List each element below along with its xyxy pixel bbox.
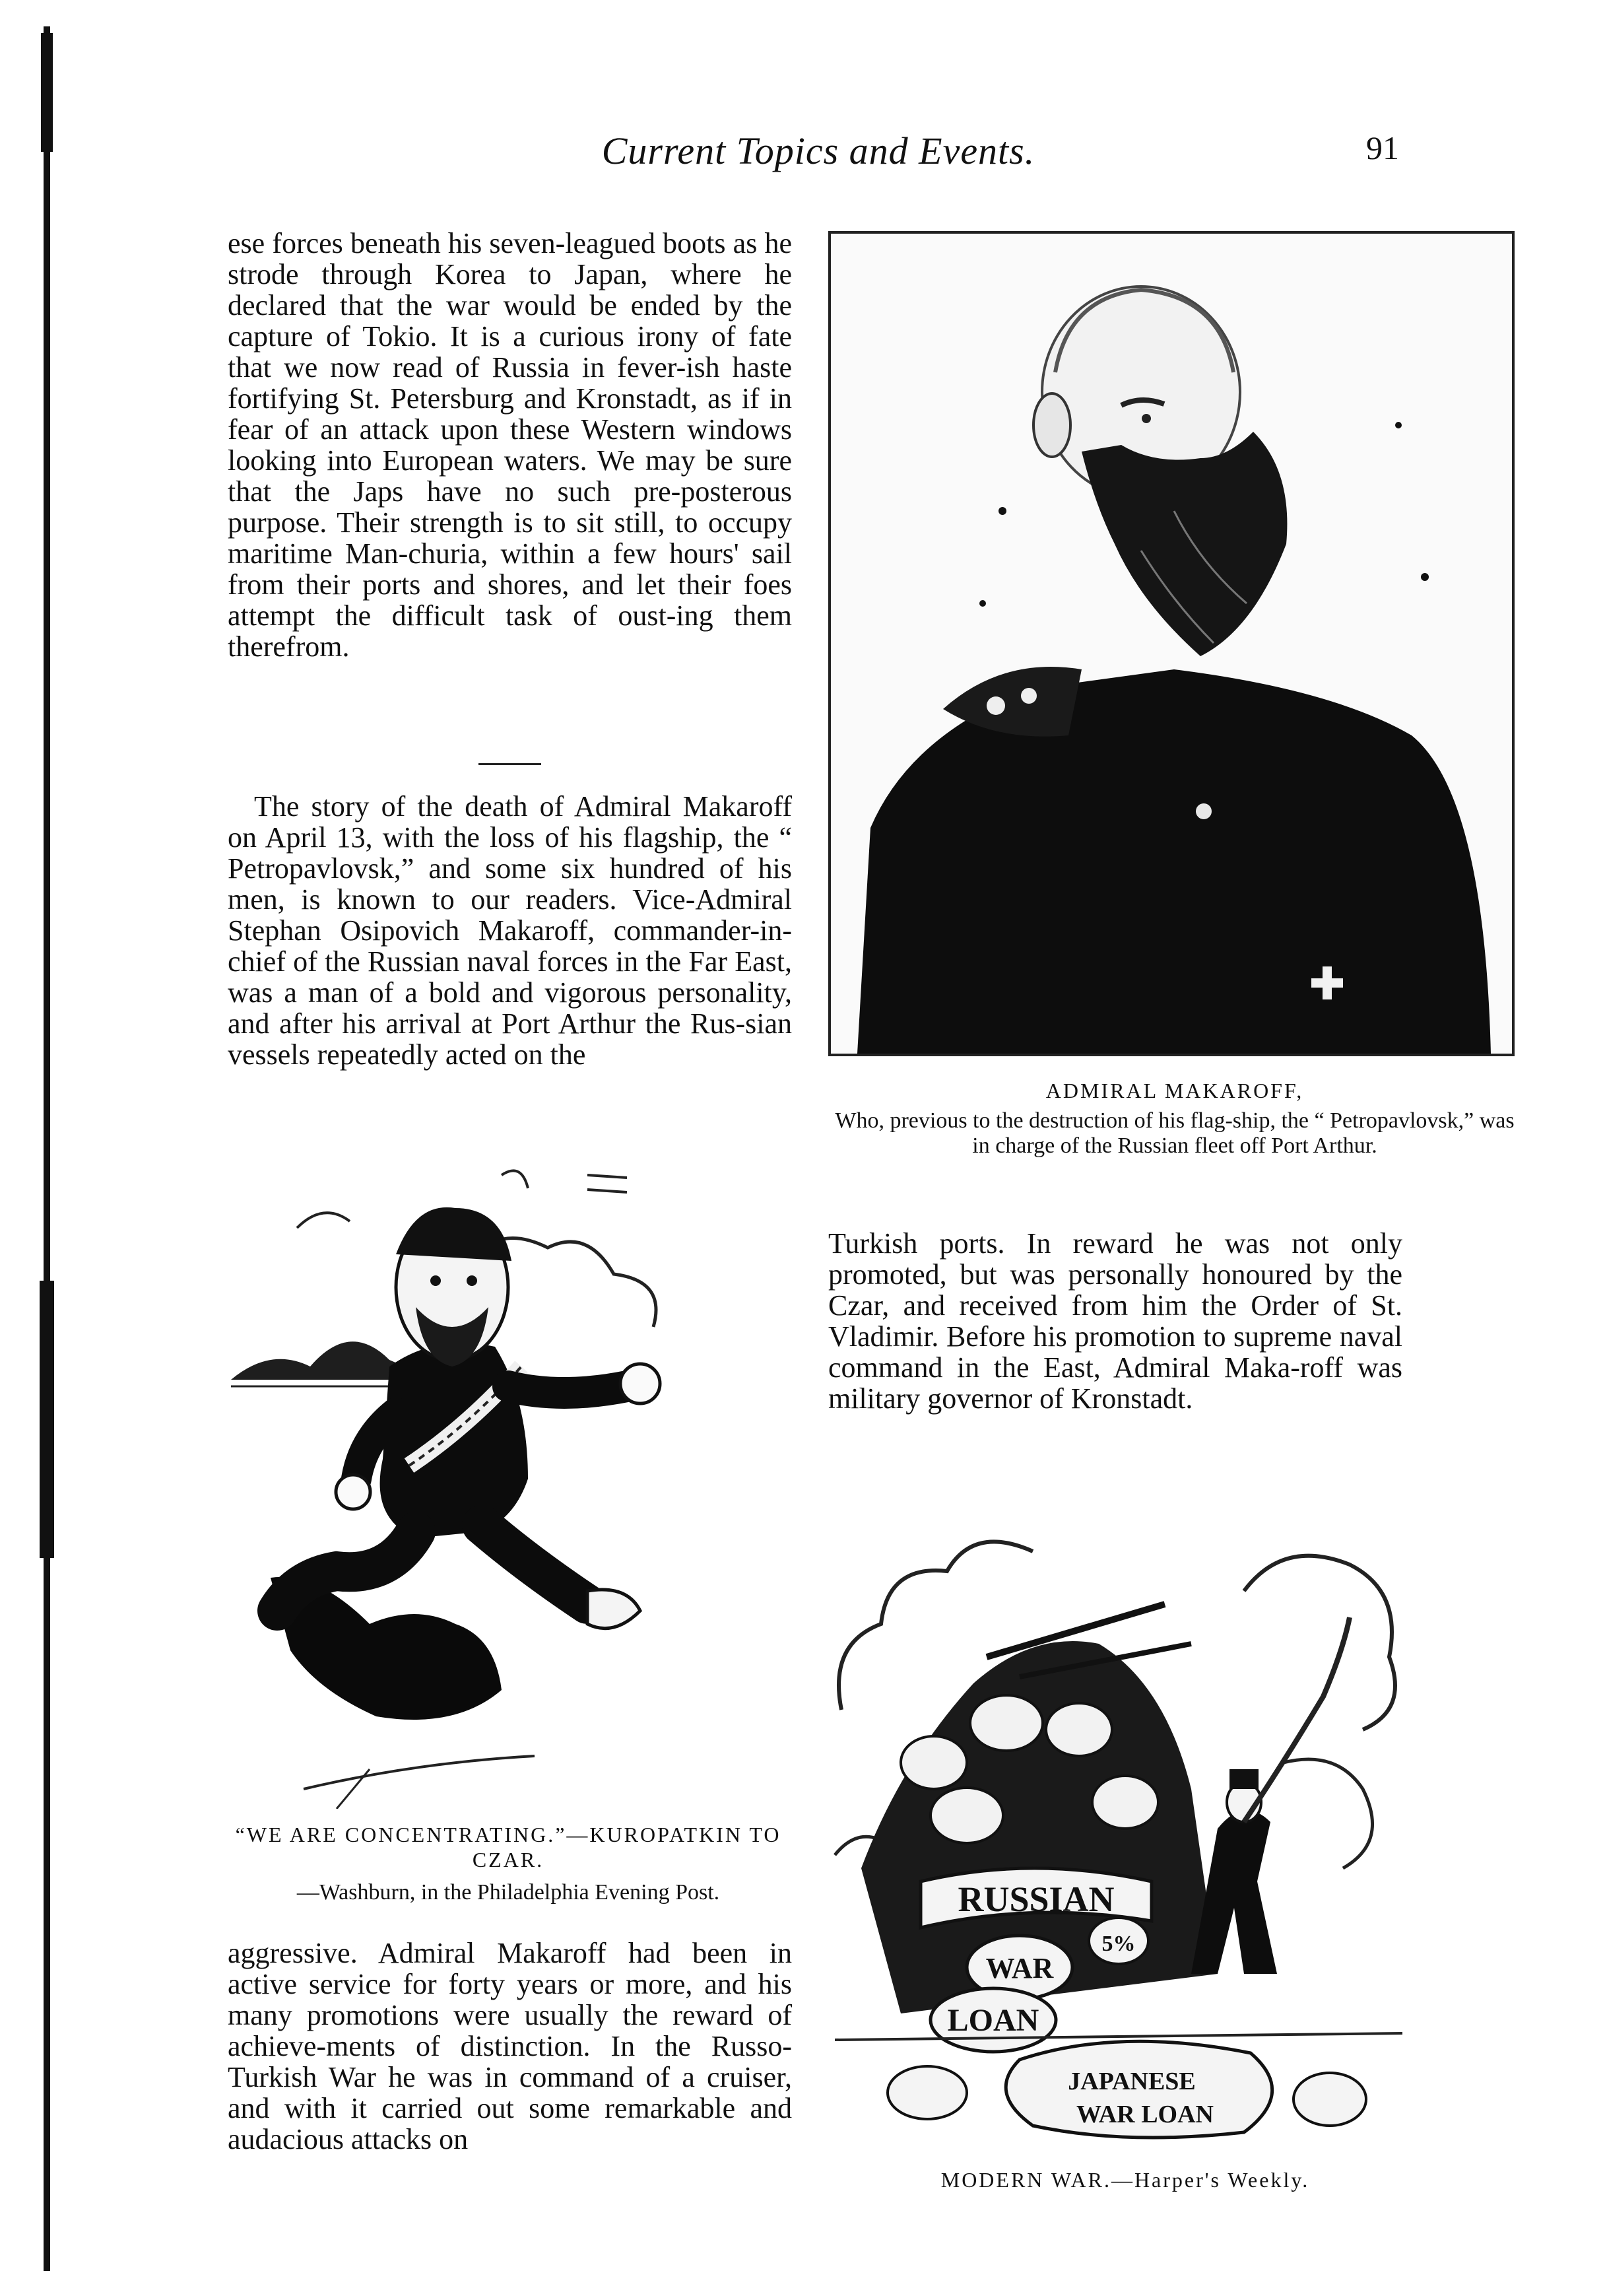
modern-war-cartoon bbox=[822, 1512, 1416, 2152]
page-number: 91 bbox=[1366, 129, 1399, 166]
kuropatkin-caption-quote: “WE ARE CONCENTRATING.”—KUROPATKIN TO CZAR. bbox=[235, 1823, 781, 1872]
portrait-caption-text: Who, previous to the destruction of his flag-ship, the “ Petropavlovsk,” was in charge of the Russian fleet off Port Arthur. bbox=[835, 1108, 1515, 1158]
page-binding-edge bbox=[40, 26, 58, 2271]
modern-war-caption-text: MODERN WAR.—Harper's Weekly. bbox=[940, 2168, 1310, 2192]
modern-war-caption bbox=[845, 2167, 1406, 2192]
bag-label-loan: LOAN bbox=[947, 2003, 1039, 2038]
running-head: Current Topics and Events. bbox=[601, 129, 1035, 172]
left-column-top bbox=[228, 228, 792, 662]
article-paragraph: aggressive. Admiral Makaroff had been in active service for forty years or more, and his many promotions were usually the reward of achieve-ments of distinction. In the Russo-Turkish War he was in command of a cruiser, and with it carried out some remarkable and audacious attacks on bbox=[228, 1937, 792, 2155]
portrait-illustration bbox=[831, 234, 1512, 1054]
kuropatkin-cartoon-illustration bbox=[218, 1149, 799, 1809]
right-column bbox=[828, 1228, 1402, 1414]
portrait-caption bbox=[835, 1078, 1515, 1159]
kuropatkin-cartoon-caption bbox=[218, 1822, 799, 1905]
bag-label-war-loan: WAR LOAN bbox=[1076, 2101, 1214, 2128]
article-paragraph: ese forces beneath his seven-leagued boots as he strode through Korea to Japan, where he declared that the war would be ended by the capture of Tokio. It is a curious irony of fate that we now read of Russia in fever-ish haste fortifying St. Petersburg and Kronstadt, as if in fear of an attack upon these Western windows looking into European waters. We may be sure that the Japs have no such pre-posterous purpose. Their strength is to sit still, to occupy maritime Man-churia, within a few hours' sail from their ports and shores, and let their foes attempt the difficult task of oust-ing them therefrom. bbox=[228, 227, 792, 663]
modern-war-cartoon-illustration bbox=[822, 1512, 1416, 2152]
article-paragraph: The story of the death of Admiral Makaroff on April 13, with the loss of his flagship, the “ Petropavlovsk,” and some six hundred of his men, is known to our readers. Vice-Admiral Stephan Osipovich Makaroff, commander-in-chief of the Russian naval forces in the Far East, was a man of a bold and vigorous personality, and after his arrival at Port Arthur the Rus-sian vessels repeatedly acted on the bbox=[228, 790, 792, 1071]
kuropatkin-caption-credit: —Washburn, in the Philadelphia Evening Post. bbox=[296, 1880, 720, 1905]
bag-label-russian: RUSSIAN bbox=[958, 1879, 1115, 1919]
article-paragraph: Turkish ports. In reward he was not only promoted, but was personally honoured by the Czar, and received from him the Order of St. Vladimir. Before his promotion to supreme naval command in the East, Admiral Maka-roff was military governor of Kronstadt. bbox=[828, 1227, 1402, 1415]
left-column-middle bbox=[228, 791, 792, 1070]
portrait-caption-title: ADMIRAL MAKAROFF, bbox=[1045, 1079, 1304, 1102]
bag-label-japanese: JAPANESE bbox=[1068, 2068, 1196, 2095]
bag-label-percent: 5% bbox=[1101, 1932, 1136, 1956]
section-divider bbox=[478, 763, 541, 765]
left-column-bottom bbox=[228, 1938, 792, 2155]
kuropatkin-cartoon bbox=[218, 1149, 799, 1809]
admiral-portrait bbox=[828, 231, 1515, 1056]
bag-label-war: WAR bbox=[985, 1952, 1054, 1984]
